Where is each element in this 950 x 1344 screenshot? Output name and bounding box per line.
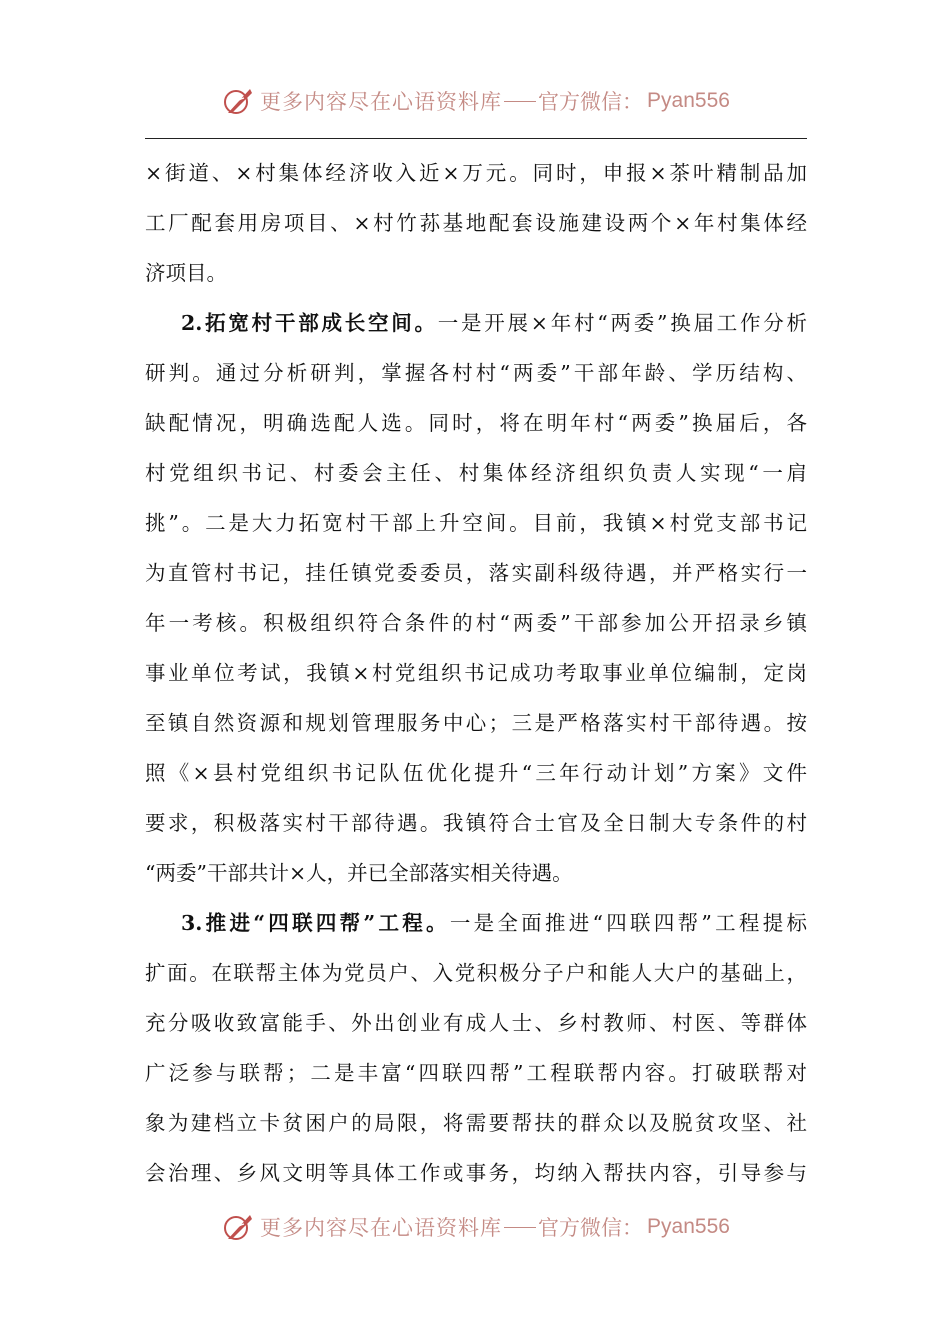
header-watermark-banner bbox=[0, 76, 950, 126]
banner-brand-text: 更多内容尽在心语资料库 bbox=[260, 90, 503, 114]
text-line: 研判。通过分析研判，掌握各村村“两委”干部年龄、学历结构、 bbox=[145, 361, 807, 385]
text-line: 至镇自然资源和规划管理服务中心；三是严格落实村干部待遇。按 bbox=[145, 711, 807, 735]
text-line: 为直管村书记，挂任镇党委委员，落实副科级待遇，并严格实行一 bbox=[145, 561, 807, 585]
text-line: 扩面。在联帮主体为党员户、入党积极分子户和能人大户的基础上， bbox=[145, 961, 807, 985]
text-line: 会治理、乡风文明等具体工作或事务，均纳入帮扶内容，引导参与 bbox=[145, 1161, 807, 1185]
text-line: 广泛参与联帮；二是丰富“四联四帮”工程联帮内容。打破联帮对 bbox=[145, 1061, 807, 1085]
paragraph-3-first-line bbox=[145, 898, 807, 948]
text-line: 照《×县村党组织书记队伍优化提升“三年行动计划”方案》文件 bbox=[145, 761, 807, 785]
text-run: 一是开展×年村“两委”换届工作分析 bbox=[437, 311, 807, 335]
text-line: 缺配情况，明确选配人选。同时，将在明年村“两委”换届后，各 bbox=[145, 411, 807, 435]
text-line: 要求，积极落实村干部待遇。我镇符合士官及全日制大专条件的村 bbox=[145, 811, 807, 835]
banner-wechat-label: 官方微信： bbox=[538, 90, 644, 114]
paragraph-2-first-line bbox=[145, 298, 807, 348]
section-heading-2: 2.拓宽村干部成长空间。 bbox=[181, 311, 438, 335]
quill-logo-icon bbox=[220, 1209, 256, 1245]
footer-watermark-banner bbox=[0, 1202, 950, 1252]
text-line: 挑”。二是大力拓宽村干部上升空间。目前，我镇×村党支部书记 bbox=[145, 511, 807, 535]
text-line: 年一考核。积极组织符合条件的村“两委”干部参加公开招录乡镇 bbox=[145, 611, 807, 635]
banner-wechat-id: Pyan556 bbox=[647, 1215, 730, 1238]
text-line: ×街道、×村集体经济收入近×万元。同时，申报×茶叶精制品加 bbox=[145, 161, 807, 185]
text-line: 村党组织书记、村委会主任、村集体经济组织负责人实现“一肩 bbox=[145, 461, 807, 485]
text-line: 济项目。 bbox=[145, 261, 227, 285]
header-divider bbox=[145, 138, 807, 139]
text-line: 工厂配套用房项目、×村竹荪基地配套设施建设两个×年村集体经 bbox=[145, 211, 807, 235]
banner-wechat-label: 官方微信： bbox=[538, 1216, 644, 1240]
text-line: 事业单位考试，我镇×村党组织书记成功考取事业单位编制，定岗 bbox=[145, 661, 807, 685]
banner-dash bbox=[504, 101, 536, 102]
banner-wechat-id: Pyan556 bbox=[647, 89, 730, 112]
quill-logo-icon bbox=[220, 83, 256, 119]
text-line: 象为建档立卡贫困户的局限，将需要帮扶的群众以及脱贫攻坚、社 bbox=[145, 1111, 807, 1135]
document-body bbox=[145, 148, 807, 1198]
banner-dash bbox=[504, 1227, 536, 1228]
text-run: 一是全面推进“四联四帮”工程提标 bbox=[449, 911, 807, 935]
text-line: “两委”干部共计×人，并已全部落实相关待遇。 bbox=[145, 861, 573, 885]
text-line: 充分吸收致富能手、外出创业有成人士、乡村教师、村医、等群体 bbox=[145, 1011, 807, 1035]
banner-brand-text: 更多内容尽在心语资料库 bbox=[260, 1216, 503, 1240]
section-heading-3: 3.推进“四联四帮”工程。 bbox=[181, 911, 450, 935]
